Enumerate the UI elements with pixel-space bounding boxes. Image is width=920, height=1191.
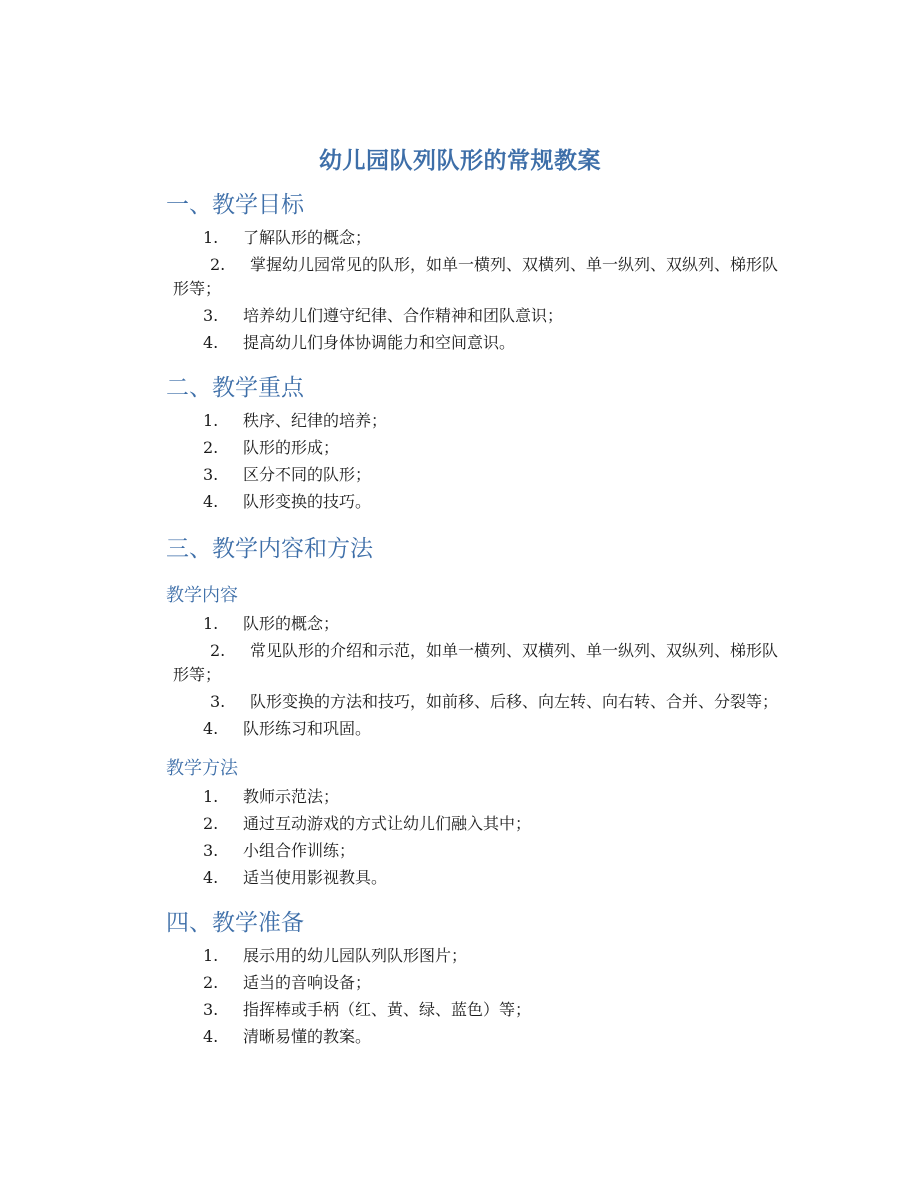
list-item	[166, 436, 788, 460]
list-number: 2.	[203, 973, 219, 992]
list-item-text: 指挥棒或手柄（红、黄、绿、蓝色）等；	[243, 1000, 532, 1019]
list-item	[166, 226, 788, 250]
list-item	[173, 253, 788, 301]
list-item	[166, 490, 788, 514]
list-number: 2.	[203, 438, 219, 457]
list-item	[166, 463, 788, 487]
numbered-list	[166, 612, 788, 741]
list-item-text: 教师示范法；	[243, 787, 340, 806]
list-number: 1.	[203, 787, 219, 806]
list-item-text: 掌握幼儿园常见的队形，如单一横列、双横列、单一纵列、双纵列、梯形队形等；	[173, 255, 779, 298]
list-item-text: 适当的音响设备；	[243, 973, 372, 992]
subsection-content	[166, 582, 788, 741]
list-number: 3.	[203, 1000, 219, 1019]
numbered-list	[166, 785, 788, 890]
list-item	[166, 839, 788, 863]
list-number: 3.	[210, 692, 226, 711]
list-item-text: 区分不同的队形；	[243, 465, 372, 484]
section-teaching-goals	[166, 186, 788, 355]
list-item	[166, 409, 788, 433]
list-item-text: 小组合作训练；	[243, 841, 356, 860]
list-item	[166, 812, 788, 836]
list-item	[173, 690, 788, 714]
list-number: 1.	[203, 411, 219, 430]
list-item-text: 了解队形的概念；	[243, 228, 372, 247]
list-item-text: 提高幼儿们身体协调能力和空间意识。	[243, 333, 516, 352]
list-number: 4.	[203, 492, 219, 511]
list-number: 3.	[203, 306, 219, 325]
list-item	[166, 1025, 788, 1049]
list-number: 3.	[203, 465, 219, 484]
list-item	[166, 866, 788, 890]
list-item-text: 队形练习和巩固。	[243, 719, 372, 738]
numbered-list	[166, 226, 788, 355]
list-item-text: 常见队形的介绍和示范，如单一横列、双横列、单一纵列、双纵列、梯形队形等；	[173, 641, 779, 684]
list-item-text: 培养幼儿们遵守纪律、合作精神和团队意识；	[243, 306, 564, 325]
list-item	[166, 971, 788, 995]
list-number: 4.	[203, 333, 219, 352]
list-item-text: 队形变换的技巧。	[243, 492, 372, 511]
list-number: 3.	[203, 841, 219, 860]
list-item	[166, 331, 788, 355]
section-heading: 四、教学准备	[166, 910, 304, 936]
list-item-text: 展示用的幼儿园队列队形图片；	[243, 946, 468, 965]
list-number: 1.	[203, 946, 219, 965]
list-item	[166, 998, 788, 1022]
list-item-text: 清晰易懂的教案。	[243, 1027, 372, 1046]
list-item-text: 队形的形成；	[243, 438, 340, 457]
subsection-methods	[166, 755, 788, 890]
list-item	[166, 717, 788, 741]
section-teaching-preparation	[166, 904, 788, 1049]
list-item	[166, 304, 788, 328]
subsection-heading: 教学方法	[166, 758, 238, 779]
section-heading: 二、教学重点	[166, 375, 304, 401]
document-body	[166, 186, 788, 1049]
list-item-text: 队形变换的方法和技巧，如前移、后移、向左转、向右转、合并、分裂等；	[250, 692, 779, 711]
list-number: 2.	[210, 641, 226, 660]
list-number: 4.	[203, 719, 219, 738]
section-heading: 三、教学内容和方法	[166, 536, 373, 562]
numbered-list	[166, 409, 788, 514]
list-number: 2.	[203, 814, 219, 833]
list-item-text: 通过互动游戏的方式让幼儿们融入其中；	[243, 814, 532, 833]
list-number: 1.	[203, 614, 219, 633]
list-item-text: 秩序、纪律的培养；	[243, 411, 388, 430]
section-teaching-focus	[166, 369, 788, 514]
list-number: 2.	[210, 255, 226, 274]
list-number: 4.	[203, 1027, 219, 1046]
list-number: 4.	[203, 868, 219, 887]
subsection-heading: 教学内容	[166, 585, 238, 606]
numbered-list	[166, 944, 788, 1049]
list-item	[166, 944, 788, 968]
list-number: 1.	[203, 228, 219, 247]
list-item	[166, 612, 788, 636]
list-item-text: 适当使用影视教具。	[243, 868, 388, 887]
document-title: 幼儿园队列队形的常规教案	[319, 148, 601, 174]
list-item	[173, 639, 788, 687]
section-heading: 一、教学目标	[166, 192, 304, 218]
list-item	[166, 785, 788, 809]
section-content-and-methods	[166, 530, 788, 890]
list-item-text: 队形的概念；	[243, 614, 340, 633]
